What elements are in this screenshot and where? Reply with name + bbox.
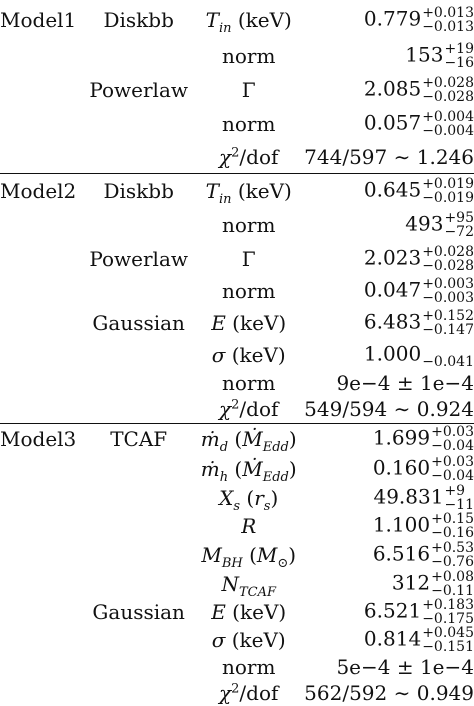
component-name bbox=[84, 370, 193, 396]
value-number: 0.057 bbox=[363, 110, 422, 135]
table-row bbox=[0, 570, 474, 598]
error-bounds bbox=[444, 211, 474, 239]
value-text: 549/594 ∼ 0.924 bbox=[304, 397, 474, 422]
parameter-name bbox=[193, 370, 304, 396]
error-bounds bbox=[431, 541, 474, 569]
lower-error: −0.028 bbox=[422, 257, 474, 274]
parameter-name bbox=[193, 396, 304, 424]
mdot-unit-subscript: Edd bbox=[262, 440, 289, 455]
table-row bbox=[0, 0, 474, 39]
lower-error: −72 bbox=[444, 223, 474, 240]
model-label: Model1 bbox=[0, 7, 77, 32]
parameter-name bbox=[193, 540, 304, 570]
component-name bbox=[84, 340, 193, 370]
error-bounds bbox=[422, 76, 474, 104]
parameter-value bbox=[304, 174, 474, 208]
value-number: 2.023 bbox=[363, 245, 422, 269]
table-row bbox=[0, 680, 474, 706]
param-symbol: N bbox=[221, 572, 239, 596]
mdot-unit-close: ) bbox=[288, 457, 297, 481]
parameter-name bbox=[193, 598, 304, 626]
model-label: Model3 bbox=[0, 427, 77, 451]
upper-error bbox=[422, 341, 474, 355]
lower-error: −0.04 bbox=[431, 468, 474, 484]
lower-error: −0.041 bbox=[422, 353, 474, 370]
parameter-value bbox=[304, 242, 474, 276]
table-row bbox=[0, 141, 474, 173]
lower-error: −0.175 bbox=[422, 611, 474, 627]
upper-error: +95 bbox=[444, 209, 474, 226]
parameter-value bbox=[304, 540, 474, 570]
param-text: norm bbox=[221, 44, 276, 68]
component-name bbox=[84, 626, 193, 654]
lower-error: −0.019 bbox=[422, 189, 474, 206]
model-label bbox=[0, 396, 84, 424]
model-label bbox=[0, 454, 84, 484]
table-row bbox=[0, 598, 474, 626]
table-row bbox=[0, 370, 474, 396]
parameter-name bbox=[193, 570, 304, 598]
param-text: norm bbox=[221, 278, 276, 303]
lower-error: −0.11 bbox=[431, 583, 474, 599]
parameter-name bbox=[193, 626, 304, 654]
error-bounds bbox=[422, 245, 474, 273]
error-bounds bbox=[422, 341, 474, 369]
parameter-value bbox=[304, 654, 474, 680]
value-number: 1.100 bbox=[372, 512, 431, 537]
model-label bbox=[0, 107, 84, 141]
table-row bbox=[0, 626, 474, 654]
lower-error: −0.16 bbox=[431, 525, 474, 541]
table-row bbox=[0, 208, 474, 242]
error-bounds bbox=[431, 455, 474, 483]
param-text: Γ bbox=[241, 246, 256, 271]
parameter-name bbox=[193, 141, 304, 173]
table-row bbox=[0, 276, 474, 306]
mdot-symbol: ṁ bbox=[200, 457, 220, 481]
param-text: Γ bbox=[241, 78, 256, 102]
chi-square-label: $\chi^2$/dof bbox=[219, 397, 279, 422]
param-symbol: E bbox=[211, 600, 226, 624]
parameter-value bbox=[304, 512, 474, 540]
parameter-value bbox=[304, 0, 474, 39]
component-name bbox=[84, 680, 193, 706]
param-unit: (keV) bbox=[225, 342, 286, 367]
value-number: 6.521 bbox=[363, 598, 422, 623]
component-name: Gaussian bbox=[92, 310, 185, 335]
value-number: 49.831 bbox=[373, 484, 444, 509]
parameter-value bbox=[304, 276, 474, 306]
value-number: 0.047 bbox=[363, 277, 422, 301]
param-unit-close: ) bbox=[288, 543, 297, 567]
upper-error: +0.15 bbox=[431, 511, 474, 527]
error-bounds bbox=[431, 512, 474, 540]
value-text: 744/597 ∼ 1.246 bbox=[304, 144, 474, 169]
upper-error: +0.003 bbox=[422, 275, 474, 292]
parameter-value bbox=[304, 39, 474, 73]
mdot-unit-subscript: Edd bbox=[262, 470, 289, 485]
param-subscript: in bbox=[218, 191, 232, 207]
component-name bbox=[84, 39, 193, 73]
model-label bbox=[0, 598, 84, 626]
model-label bbox=[0, 276, 84, 306]
error-bounds bbox=[422, 626, 474, 654]
table-row bbox=[0, 654, 474, 680]
model-label bbox=[0, 73, 84, 107]
table-row bbox=[0, 540, 474, 570]
param-subscript: s bbox=[233, 499, 241, 514]
component-name: Diskbb bbox=[103, 178, 174, 203]
mdot-unit-symbol: Ṁ bbox=[242, 427, 263, 451]
component-name: TCAF bbox=[110, 427, 168, 451]
component-name bbox=[84, 141, 193, 173]
value-number: 0.779 bbox=[363, 6, 422, 30]
parameter-value bbox=[304, 424, 474, 454]
param-symbol: E bbox=[211, 310, 226, 335]
component-name bbox=[84, 484, 193, 512]
table-row bbox=[0, 424, 474, 454]
table-row bbox=[0, 454, 474, 484]
param-unit-open: ( bbox=[240, 486, 255, 510]
model-label bbox=[0, 540, 84, 570]
component-name: Diskbb bbox=[103, 7, 174, 32]
param-unit: (keV) bbox=[231, 178, 292, 203]
error-bounds bbox=[444, 42, 474, 70]
model-label bbox=[0, 370, 84, 396]
model-label bbox=[0, 306, 84, 340]
lower-error: −0.004 bbox=[422, 123, 474, 139]
parameter-name bbox=[193, 306, 304, 340]
param-symbol: σ bbox=[211, 342, 226, 367]
lower-error: −0.013 bbox=[422, 18, 474, 35]
lower-error: −0.028 bbox=[422, 89, 474, 105]
parameter-name bbox=[193, 107, 304, 141]
error-bounds bbox=[422, 309, 474, 337]
parameter-value bbox=[304, 598, 474, 626]
mdot-subscript: d bbox=[219, 440, 229, 455]
param-symbol: M bbox=[201, 543, 222, 567]
error-bounds bbox=[422, 110, 474, 138]
table-row bbox=[0, 306, 474, 340]
param-symbol: X bbox=[219, 486, 234, 510]
value-number: 0.160 bbox=[372, 455, 431, 480]
chi-square-label: $\chi^2$/dof bbox=[219, 144, 279, 169]
parameter-name bbox=[193, 73, 304, 107]
param-text: norm bbox=[221, 370, 276, 395]
lower-error: −0.151 bbox=[422, 639, 474, 655]
parameter-value bbox=[304, 208, 474, 242]
component-name bbox=[84, 276, 193, 306]
model-label: Model2 bbox=[0, 178, 77, 203]
lower-error: −16 bbox=[444, 55, 474, 71]
parameter-value bbox=[304, 484, 474, 512]
component-name: Gaussian bbox=[92, 600, 185, 624]
component-name: Powerlaw bbox=[89, 246, 188, 271]
value-number: 0.645 bbox=[363, 177, 422, 201]
component-name bbox=[84, 512, 193, 540]
upper-error: +0.028 bbox=[422, 75, 474, 91]
param-symbol: T bbox=[205, 7, 219, 32]
param-text: norm bbox=[221, 112, 276, 136]
param-unit: (keV) bbox=[225, 600, 287, 624]
mdot-unit-open: ( bbox=[228, 457, 243, 481]
model-label bbox=[0, 242, 84, 276]
value-number: 1.699 bbox=[372, 425, 431, 450]
upper-error: +9 bbox=[444, 483, 466, 499]
component-name bbox=[84, 396, 193, 424]
parameter-name bbox=[193, 0, 304, 39]
upper-error: +0.045 bbox=[422, 625, 474, 641]
table-row bbox=[0, 340, 474, 370]
model-label bbox=[0, 484, 84, 512]
upper-error: +0.08 bbox=[431, 569, 474, 585]
param-text: norm bbox=[221, 212, 276, 237]
param-subscript: TCAF bbox=[238, 585, 276, 600]
param-subscript: BH bbox=[221, 556, 243, 571]
parameter-name bbox=[193, 340, 304, 370]
table-row bbox=[0, 107, 474, 141]
mdot-symbol: ṁ bbox=[200, 427, 220, 451]
model-label bbox=[0, 208, 84, 242]
sun-subscript: ⊙ bbox=[277, 556, 289, 571]
upper-error: +0.152 bbox=[422, 307, 474, 324]
error-bounds bbox=[444, 484, 474, 512]
error-bounds bbox=[422, 6, 474, 34]
upper-error: +0.53 bbox=[431, 540, 474, 556]
parameter-name bbox=[193, 39, 304, 73]
parameter-value bbox=[304, 570, 474, 598]
value-text: 9e−4 ± 1e−4 bbox=[336, 370, 474, 395]
parameter-name bbox=[193, 512, 304, 540]
value-number: 493 bbox=[405, 211, 444, 235]
lower-error: −0.147 bbox=[422, 321, 474, 338]
mdot-unit-open: ( bbox=[228, 427, 243, 451]
value-number: 312 bbox=[391, 570, 431, 595]
value-number: 2.085 bbox=[363, 76, 422, 101]
component-name bbox=[84, 570, 193, 598]
value-text: 562/592 ∼ 0.949 bbox=[304, 681, 474, 705]
component-name bbox=[84, 454, 193, 484]
parameter-name bbox=[193, 654, 304, 680]
param-unit: (keV) bbox=[225, 628, 286, 652]
param-unit: (keV) bbox=[231, 7, 292, 32]
model-label bbox=[0, 39, 84, 73]
chi-square-label: $\chi^2$/dof bbox=[219, 681, 279, 705]
table-row bbox=[0, 242, 474, 276]
error-bounds bbox=[431, 425, 474, 453]
parameter-name bbox=[193, 174, 304, 208]
error-bounds bbox=[422, 277, 474, 305]
param-text: norm bbox=[221, 655, 276, 679]
upper-error: +0.028 bbox=[422, 243, 474, 260]
error-bounds bbox=[422, 598, 474, 626]
param-symbol: σ bbox=[211, 628, 226, 652]
component-name: Powerlaw bbox=[89, 78, 188, 102]
param-subscript: in bbox=[218, 20, 232, 36]
table-row bbox=[0, 484, 474, 512]
parameter-value bbox=[304, 626, 474, 654]
upper-error: +0.183 bbox=[422, 597, 474, 613]
parameter-value bbox=[304, 454, 474, 484]
value-number: 6.516 bbox=[372, 541, 431, 566]
mdot-unit-close: ) bbox=[288, 427, 297, 451]
param-unit: r bbox=[254, 486, 264, 510]
parameter-value bbox=[304, 680, 474, 706]
parameter-value bbox=[304, 340, 474, 370]
table-row bbox=[0, 39, 474, 73]
upper-error: +0.03 bbox=[431, 454, 474, 470]
component-name bbox=[84, 107, 193, 141]
parameter-name bbox=[193, 208, 304, 242]
parameter-value bbox=[304, 73, 474, 107]
error-bounds bbox=[422, 177, 474, 205]
param-unit: (keV) bbox=[225, 310, 287, 335]
parameter-name bbox=[193, 242, 304, 276]
param-unit-open: ( bbox=[242, 543, 257, 567]
table-row bbox=[0, 512, 474, 540]
model-label bbox=[0, 512, 84, 540]
value-number: 153 bbox=[405, 42, 444, 67]
param-symbol: T bbox=[205, 178, 219, 203]
table-row bbox=[0, 73, 474, 107]
lower-error: −0.003 bbox=[422, 289, 474, 306]
parameter-name bbox=[193, 454, 304, 484]
value-text: 5e−4 ± 1e−4 bbox=[336, 655, 474, 679]
parameter-value bbox=[304, 370, 474, 396]
parameter-name bbox=[193, 276, 304, 306]
model-label bbox=[0, 340, 84, 370]
param-unit-subscript: s bbox=[263, 499, 271, 514]
value-number: 0.814 bbox=[363, 626, 422, 651]
parameter-value bbox=[304, 306, 474, 340]
param-unit: M bbox=[256, 543, 278, 567]
model-label bbox=[0, 654, 84, 680]
table-row bbox=[0, 174, 474, 208]
param-unit-close: ) bbox=[270, 486, 279, 510]
parameter-value bbox=[304, 141, 474, 173]
model-label bbox=[0, 680, 84, 706]
upper-error: +19 bbox=[444, 41, 474, 57]
upper-error: +0.004 bbox=[422, 109, 474, 125]
value-number: 1.000 bbox=[363, 341, 422, 365]
lower-error: −0.04 bbox=[431, 438, 474, 454]
mdot-unit-symbol: Ṁ bbox=[242, 457, 263, 481]
parameter-name bbox=[193, 424, 304, 454]
table-row bbox=[0, 396, 474, 424]
upper-error: +0.013 bbox=[422, 4, 474, 21]
lower-error: −11 bbox=[444, 497, 474, 513]
param-symbol: R bbox=[241, 514, 257, 538]
component-name bbox=[84, 654, 193, 680]
mdot-subscript: h bbox=[219, 470, 229, 485]
model-label bbox=[0, 626, 84, 654]
parameter-name bbox=[193, 680, 304, 706]
component-name bbox=[84, 208, 193, 242]
parameter-name bbox=[193, 484, 304, 512]
component-name bbox=[84, 540, 193, 570]
lower-error: −0.76 bbox=[431, 554, 474, 570]
upper-error: +0.03 bbox=[431, 424, 474, 440]
error-bounds bbox=[431, 570, 474, 598]
model-label bbox=[0, 570, 84, 598]
model-label bbox=[0, 141, 84, 173]
value-number: 6.483 bbox=[363, 309, 422, 333]
parameter-value bbox=[304, 107, 474, 141]
parameter-value bbox=[304, 396, 474, 424]
upper-error: +0.019 bbox=[422, 175, 474, 192]
